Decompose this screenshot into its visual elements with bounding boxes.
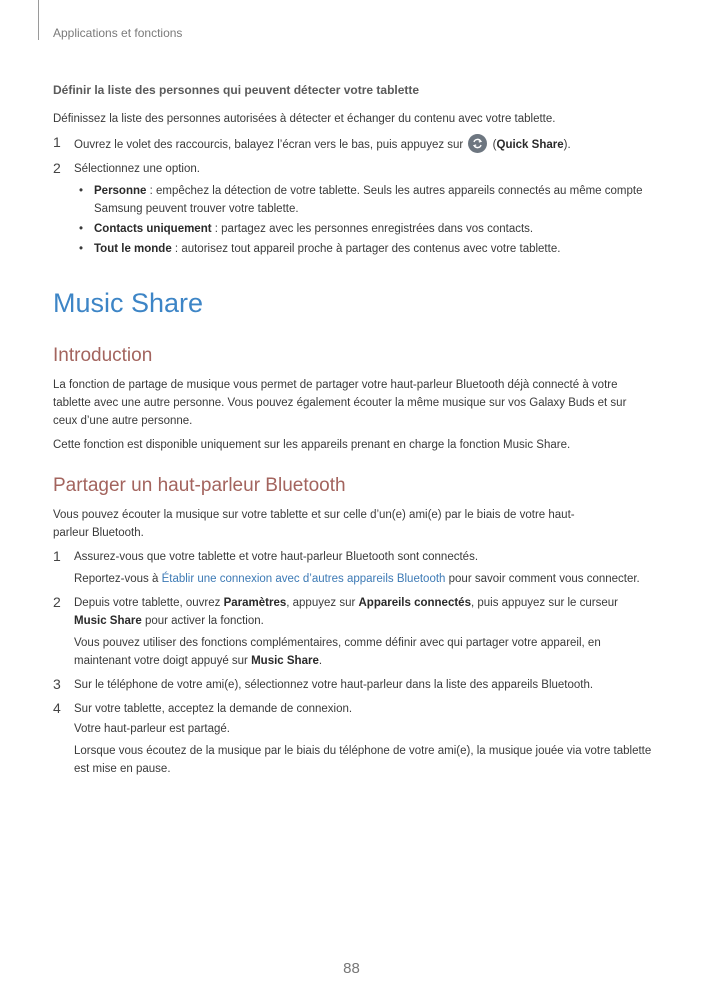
paren-open: ( — [489, 139, 497, 151]
step-text: Sur votre tablette, acceptez la demande de connexion. — [74, 703, 353, 715]
option-item-contacts — [74, 220, 653, 238]
share-speaker-intro: Vous pouvez écouter la musique sur votre tablette et sur celle d’un(e) ami(e) par le biais de votre haut-parleur Bluetooth. — [53, 509, 575, 539]
note-text: Vous pouvez utiliser des fonctions complémentaires, comme définir avec qui partager votre appareil, en maintenant votre doigt appuyé sur — [74, 637, 601, 667]
option-label: Contacts uniquement — [94, 223, 212, 235]
quick-share-icon — [468, 134, 487, 153]
quickshare-subheading: Définir la liste des personnes qui peuvent détecter votre tablette — [53, 83, 420, 97]
option-list — [74, 182, 653, 258]
step-text: Sélectionnez une option. — [74, 163, 200, 175]
quick-share-label: Quick Share — [496, 139, 564, 151]
step-text: Assurez-vous que votre tablette et votre haut-parleur Bluetooth sont connectés. — [74, 551, 479, 563]
step-number: 2 — [53, 160, 61, 176]
step-text: Ouvrez le volet des raccourcis, balayez l’écran vers le bas, puis appuyez sur — [74, 139, 467, 151]
music-share-title: Music Share — [53, 288, 204, 318]
quickshare-step-1 — [53, 134, 653, 154]
option-description: : autorisez tout appareil proche à partager des contenus avec votre tablette. — [171, 243, 561, 255]
step-text-end: ). — [563, 139, 571, 151]
step-text — [74, 594, 653, 630]
settings-label: Paramètres — [223, 597, 287, 609]
option-description: : empêchez la détection de votre tablette. Seuls les autres appareils connectés au même compte Samsung peuvent trouver votre tablette. — [94, 185, 643, 215]
share-speaker-heading: Partager un haut-parleur Bluetooth — [53, 475, 346, 496]
note-text-end: . — [318, 655, 323, 667]
option-item-personne — [74, 182, 653, 218]
step-number: 2 — [53, 594, 61, 610]
speaker-step-1 — [53, 548, 653, 588]
introduction-paragraph-1: La fonction de partage de musique vous permet de partager votre haut-parleur Bluetooth déjà connecté à votre tablette avec une autre personne. Vous pouvez également écouter la même musique sur vos Galaxy Buds et sur ceux d’une autre personne. — [53, 379, 627, 427]
section-header: Applications et fonctions — [53, 26, 183, 40]
text-part: , appuyez sur — [286, 597, 359, 609]
page-content — [53, 83, 653, 784]
text-part: pour activer la fonction. — [141, 615, 264, 627]
text-part: , puis appuyez sur le curseur — [470, 597, 618, 609]
introduction-heading: Introduction — [53, 345, 153, 366]
connected-devices-label: Appareils connectés — [358, 597, 471, 609]
bluetooth-connection-link[interactable]: Établir une connexion avec d’autres appareils Bluetooth — [161, 573, 446, 585]
quickshare-intro: Définissez la liste des personnes autorisées à détecter et échanger du contenu avec votre tablette. — [53, 113, 556, 125]
speaker-step-4 — [53, 700, 653, 778]
page-number: 88 — [343, 960, 360, 977]
music-share-label: Music Share — [251, 655, 319, 667]
step-number: 1 — [53, 134, 61, 150]
step-text: Sur le téléphone de votre ami(e), sélectionnez votre haut-parleur dans la liste des appareils Bluetooth. — [74, 679, 594, 691]
step-number: 4 — [53, 700, 61, 716]
step-note: Lorsque vous écoutez de la musique par le biais du téléphone de votre ami(e), la musique jouée via votre tablette est mise en pause. — [74, 745, 652, 775]
option-item-tout-le-monde — [74, 240, 653, 258]
step-note: Votre haut-parleur est partagé. — [74, 723, 230, 735]
step-note — [74, 570, 653, 588]
note-text-end: pour savoir comment vous connecter. — [445, 573, 640, 585]
option-label: Personne — [94, 185, 147, 197]
step-number: 3 — [53, 676, 61, 692]
introduction-paragraph-2: Cette fonction est disponible uniquement sur les appareils prenant en charge la fonction Music Share. — [53, 439, 571, 451]
option-description: : partagez avec les personnes enregistrées dans vos contacts. — [211, 223, 534, 235]
speaker-step-2 — [53, 594, 653, 670]
quickshare-step-2 — [53, 160, 653, 258]
header-rule — [38, 0, 39, 40]
step-note — [74, 634, 653, 670]
text-part: Depuis votre tablette, ouvrez — [74, 597, 224, 609]
note-text: Reportez-vous à — [74, 573, 162, 585]
option-label: Tout le monde — [94, 243, 172, 255]
step-number: 1 — [53, 548, 61, 564]
speaker-step-3 — [53, 676, 653, 694]
music-share-label: Music Share — [74, 615, 142, 627]
